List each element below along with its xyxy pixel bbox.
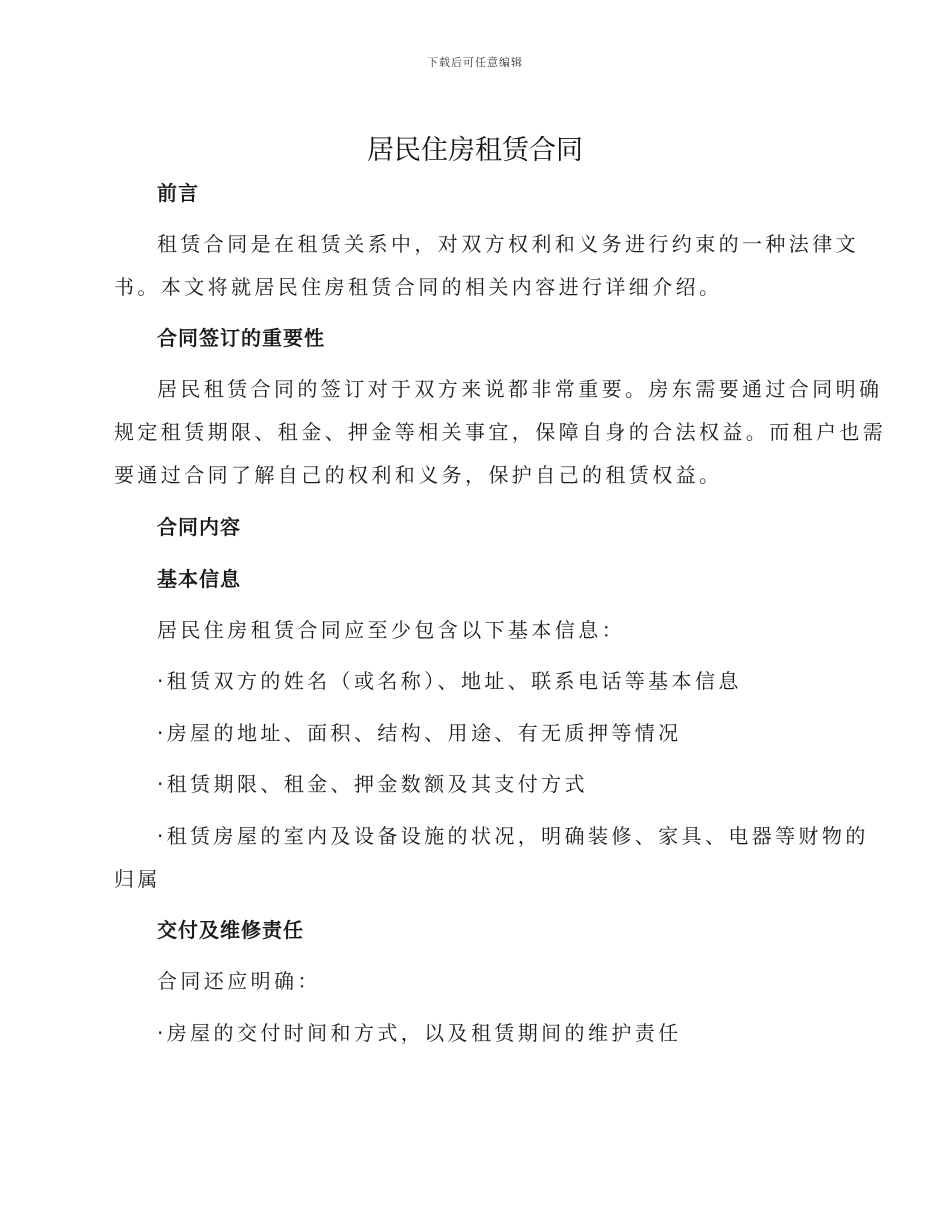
list-item: ·房屋的地址、面积、结构、用途、有无质押等情况 (157, 721, 682, 745)
paragraph-line: 书。本文将就居民住房租赁合同的相关内容进行详细介绍。 (114, 275, 723, 299)
paragraph-line: 居民租赁合同的签订对于双方来说都非常重要。房东需要通过合同明确 (157, 377, 883, 401)
list-item: ·租赁双方的姓名（或名称）、地址、联系电话等基本信息 (157, 669, 742, 693)
section-heading-preface: 前言 (157, 181, 199, 205)
paragraph-line: 居民住房租赁合同应至少包含以下基本信息： (157, 618, 625, 642)
section-heading-delivery: 交付及维修责任 (157, 918, 304, 942)
section-heading-importance: 合同签订的重要性 (157, 326, 325, 350)
section-heading-content: 合同内容 (157, 515, 241, 539)
paragraph-line: 要通过合同了解自己的权利和义务，保护自己的租赁权益。 (114, 463, 723, 487)
document-title: 居民住房租赁合同 (367, 135, 583, 166)
section-heading-basic-info: 基本信息 (157, 567, 241, 591)
list-item: ·租赁期限、租金、押金数额及其支付方式 (157, 772, 588, 796)
list-item: ·房屋的交付时间和方式，以及租赁期间的维护责任 (157, 1021, 682, 1045)
list-item: ·租赁房屋的室内及设备设施的状况，明确装修、家具、电器等财物的 (157, 824, 869, 848)
paragraph-line: 租赁合同是在租赁关系中，对双方权利和义务进行约束的一种法律文 (157, 232, 859, 256)
paragraph-line: 规定租赁期限、租金、押金等相关事宜，保障自身的合法权益。而租户也需 (114, 420, 887, 444)
list-item-continuation: 归属 (114, 867, 161, 891)
header-note: 下载后可任意编辑 (427, 56, 523, 69)
paragraph-line: 合同还应明确： (157, 969, 321, 993)
